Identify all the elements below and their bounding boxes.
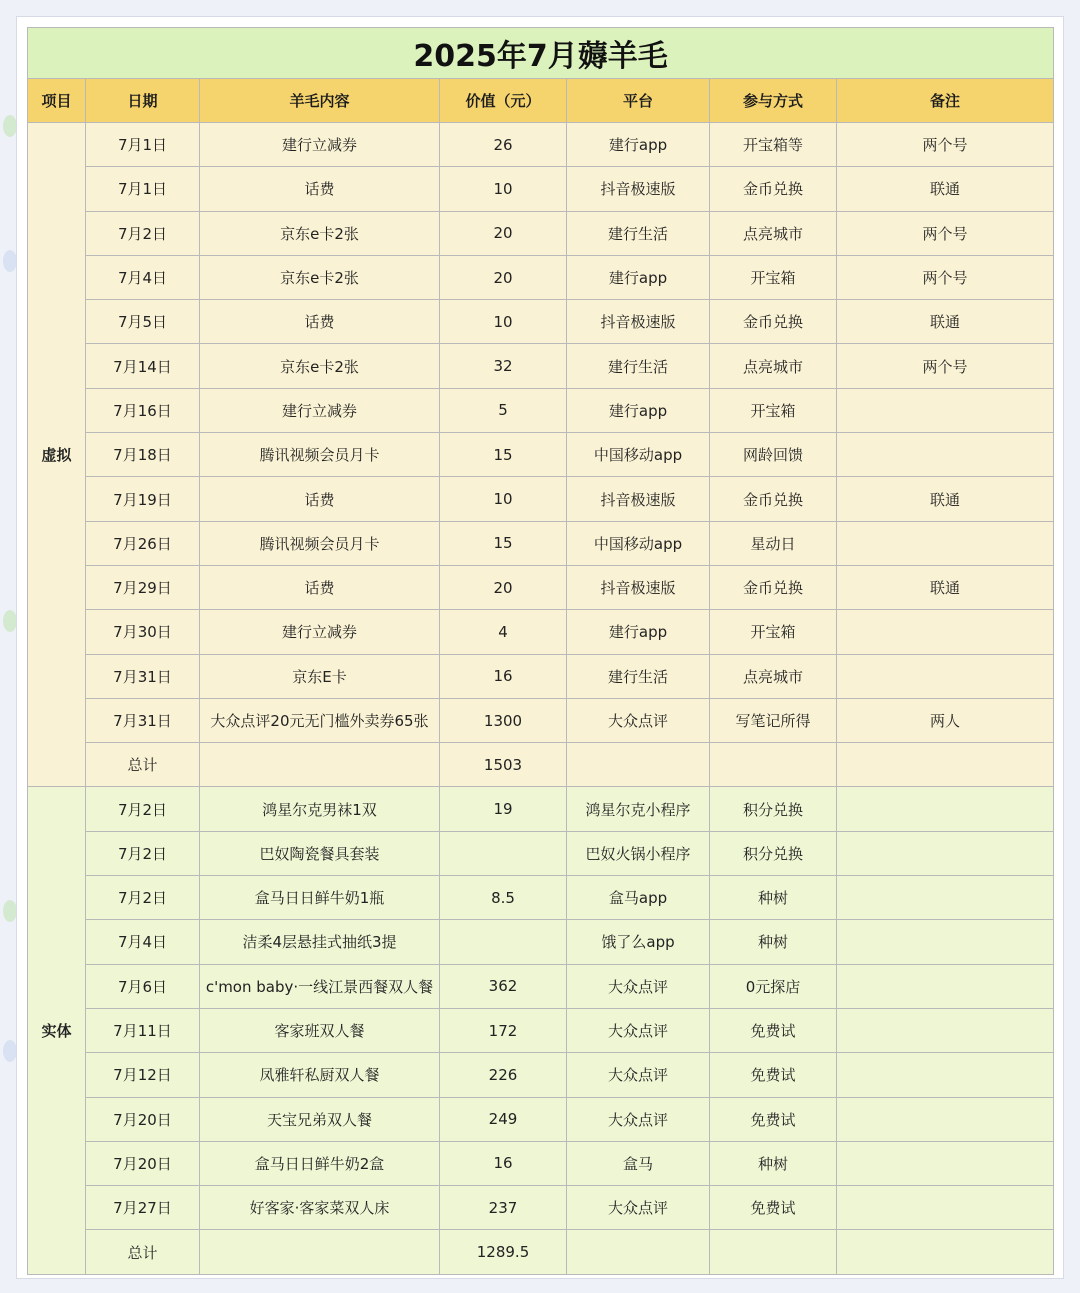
cell-date: 7月2日 <box>86 211 200 255</box>
cell-platform: 建行app <box>567 123 710 167</box>
table-row <box>28 610 1054 654</box>
table-row <box>28 211 1054 255</box>
cell-note <box>837 787 1054 831</box>
cell-platform: 大众点评 <box>567 698 710 742</box>
decoration-leaf <box>3 1040 17 1062</box>
cell-note: 两人 <box>837 698 1054 742</box>
cell-content: c'mon baby·一线江景西餐双人餐 <box>200 964 440 1008</box>
table-row <box>28 743 1054 787</box>
cell-note: 两个号 <box>837 123 1054 167</box>
cell-value: 16 <box>440 654 567 698</box>
cell-date: 7月27日 <box>86 1186 200 1230</box>
cell-value: 249 <box>440 1097 567 1141</box>
cell-method: 金币兑换 <box>710 477 837 521</box>
cell-value: 172 <box>440 1008 567 1052</box>
cell-platform: 盒马 <box>567 1141 710 1185</box>
header-date: 日期 <box>86 79 200 123</box>
cell-note: 联通 <box>837 565 1054 609</box>
cell-method: 网龄回馈 <box>710 433 837 477</box>
cell-method: 写笔记所得 <box>710 698 837 742</box>
cell-platform: 鸿星尔克小程序 <box>567 787 710 831</box>
cell-content: 话费 <box>200 477 440 521</box>
cell-content: 话费 <box>200 167 440 211</box>
cell-note <box>837 388 1054 432</box>
cell-date: 7月11日 <box>86 1008 200 1052</box>
cell-note: 联通 <box>837 167 1054 211</box>
cell-content: 洁柔4层悬挂式抽纸3提 <box>200 920 440 964</box>
cell-method: 免费试 <box>710 1008 837 1052</box>
table-row <box>28 344 1054 388</box>
cell-date: 7月18日 <box>86 433 200 477</box>
decoration-leaf <box>3 610 17 632</box>
cell-value: 32 <box>440 344 567 388</box>
cell-value: 1289.5 <box>440 1230 567 1274</box>
category-cell: 实体 <box>28 787 86 1274</box>
cell-value: 10 <box>440 477 567 521</box>
cell-platform <box>567 743 710 787</box>
cell-date: 7月14日 <box>86 344 200 388</box>
table-row <box>28 521 1054 565</box>
cell-note: 联通 <box>837 300 1054 344</box>
header-platform: 平台 <box>567 79 710 123</box>
cell-note <box>837 433 1054 477</box>
cell-platform: 建行app <box>567 610 710 654</box>
cell-note <box>837 610 1054 654</box>
cell-method: 开宝箱 <box>710 610 837 654</box>
cell-method: 点亮城市 <box>710 654 837 698</box>
cell-content: 腾讯视频会员月卡 <box>200 521 440 565</box>
cell-platform: 大众点评 <box>567 1186 710 1230</box>
cell-date: 7月4日 <box>86 255 200 299</box>
cell-method: 种树 <box>710 876 837 920</box>
cell-note: 联通 <box>837 477 1054 521</box>
cell-method <box>710 1230 837 1274</box>
cell-content: 鸿星尔克男袜1双 <box>200 787 440 831</box>
cell-method: 金币兑换 <box>710 167 837 211</box>
cell-content: 话费 <box>200 565 440 609</box>
table-row <box>28 1008 1054 1052</box>
cell-platform: 建行app <box>567 255 710 299</box>
cell-value <box>440 831 567 875</box>
cell-method: 星动日 <box>710 521 837 565</box>
cell-platform: 饿了么app <box>567 920 710 964</box>
cell-platform <box>567 1230 710 1274</box>
header-note: 备注 <box>837 79 1054 123</box>
cell-platform: 建行生活 <box>567 344 710 388</box>
cell-method: 0元探店 <box>710 964 837 1008</box>
cell-note <box>837 521 1054 565</box>
table-row <box>28 876 1054 920</box>
table-row <box>28 1053 1054 1097</box>
cell-content: 客家班双人餐 <box>200 1008 440 1052</box>
cell-content: 大众点评20元无门槛外卖券65张 <box>200 698 440 742</box>
table-row <box>28 300 1054 344</box>
cell-note <box>837 1186 1054 1230</box>
cell-value: 4 <box>440 610 567 654</box>
table-row <box>28 167 1054 211</box>
cell-content: 京东E卡 <box>200 654 440 698</box>
decoration-leaf <box>3 115 17 137</box>
cell-date: 7月31日 <box>86 654 200 698</box>
table-row <box>28 1141 1054 1185</box>
cell-method: 积分兑换 <box>710 787 837 831</box>
cell-note <box>837 920 1054 964</box>
cell-date: 7月2日 <box>86 787 200 831</box>
cell-date: 7月19日 <box>86 477 200 521</box>
category-cell: 虚拟 <box>28 123 86 787</box>
cell-date: 7月12日 <box>86 1053 200 1097</box>
cell-note <box>837 964 1054 1008</box>
cell-note <box>837 1053 1054 1097</box>
cell-content: 建行立减券 <box>200 388 440 432</box>
cell-date: 7月31日 <box>86 698 200 742</box>
cell-content: 京东e卡2张 <box>200 344 440 388</box>
cell-note: 两个号 <box>837 255 1054 299</box>
cell-method: 点亮城市 <box>710 344 837 388</box>
table-row <box>28 433 1054 477</box>
cell-value: 362 <box>440 964 567 1008</box>
decoration-leaf <box>3 250 17 272</box>
cell-note <box>837 1097 1054 1141</box>
cell-content: 天宝兄弟双人餐 <box>200 1097 440 1141</box>
cell-date: 总计 <box>86 1230 200 1274</box>
cell-platform: 大众点评 <box>567 1053 710 1097</box>
table-title: 2025年7月薅羊毛 <box>28 28 1054 79</box>
cell-content: 京东e卡2张 <box>200 211 440 255</box>
cell-method: 种树 <box>710 1141 837 1185</box>
cell-note: 两个号 <box>837 211 1054 255</box>
cell-value: 1300 <box>440 698 567 742</box>
cell-date: 7月20日 <box>86 1097 200 1141</box>
decoration-leaf <box>3 900 17 922</box>
cell-date: 7月1日 <box>86 123 200 167</box>
table-row <box>28 831 1054 875</box>
cell-content: 巴奴陶瓷餐具套装 <box>200 831 440 875</box>
header-content: 羊毛内容 <box>200 79 440 123</box>
cell-content <box>200 743 440 787</box>
cell-content: 凤雅轩私厨双人餐 <box>200 1053 440 1097</box>
cell-platform: 大众点评 <box>567 1097 710 1141</box>
cell-method: 免费试 <box>710 1053 837 1097</box>
cell-date: 7月2日 <box>86 876 200 920</box>
table-row <box>28 920 1054 964</box>
cell-value: 8.5 <box>440 876 567 920</box>
cell-content: 盒马日日鲜牛奶1瓶 <box>200 876 440 920</box>
cell-method: 积分兑换 <box>710 831 837 875</box>
cell-note <box>837 1230 1054 1274</box>
cell-method: 免费试 <box>710 1186 837 1230</box>
cell-content: 建行立减券 <box>200 610 440 654</box>
cell-date: 7月16日 <box>86 388 200 432</box>
cell-method: 开宝箱 <box>710 388 837 432</box>
cell-value: 20 <box>440 211 567 255</box>
cell-method: 金币兑换 <box>710 300 837 344</box>
table-row <box>28 123 1054 167</box>
cell-method: 点亮城市 <box>710 211 837 255</box>
cell-method: 开宝箱 <box>710 255 837 299</box>
table-row <box>28 654 1054 698</box>
cell-method: 金币兑换 <box>710 565 837 609</box>
cell-value <box>440 920 567 964</box>
cell-note <box>837 1008 1054 1052</box>
cell-platform: 抖音极速版 <box>567 477 710 521</box>
cell-date: 7月26日 <box>86 521 200 565</box>
cell-date: 7月6日 <box>86 964 200 1008</box>
cell-content: 建行立减券 <box>200 123 440 167</box>
cell-value: 20 <box>440 565 567 609</box>
cell-content: 话费 <box>200 300 440 344</box>
cell-date: 7月5日 <box>86 300 200 344</box>
cell-platform: 中国移动app <box>567 521 710 565</box>
cell-date: 7月1日 <box>86 167 200 211</box>
cell-date: 7月4日 <box>86 920 200 964</box>
cell-date: 7月29日 <box>86 565 200 609</box>
cell-platform: 巴奴火锅小程序 <box>567 831 710 875</box>
table-row <box>28 1097 1054 1141</box>
cell-note <box>837 743 1054 787</box>
cell-note <box>837 876 1054 920</box>
table-row <box>28 255 1054 299</box>
cell-platform: 建行生活 <box>567 654 710 698</box>
cell-content: 好客家·客家菜双人床 <box>200 1186 440 1230</box>
cell-date: 7月30日 <box>86 610 200 654</box>
cell-content: 盒马日日鲜牛奶2盒 <box>200 1141 440 1185</box>
table-row <box>28 698 1054 742</box>
cell-value: 15 <box>440 433 567 477</box>
cell-platform: 抖音极速版 <box>567 300 710 344</box>
table-row <box>28 477 1054 521</box>
cell-date: 7月2日 <box>86 831 200 875</box>
cell-content: 京东e卡2张 <box>200 255 440 299</box>
cell-platform: 建行生活 <box>567 211 710 255</box>
cell-note <box>837 654 1054 698</box>
cell-method: 免费试 <box>710 1097 837 1141</box>
table-row <box>28 388 1054 432</box>
header-value: 价值（元） <box>440 79 567 123</box>
table-row <box>28 565 1054 609</box>
cell-value: 16 <box>440 1141 567 1185</box>
table-row <box>28 787 1054 831</box>
cell-platform: 大众点评 <box>567 964 710 1008</box>
cell-value: 26 <box>440 123 567 167</box>
cell-date: 7月20日 <box>86 1141 200 1185</box>
header-category: 项目 <box>28 79 86 123</box>
cell-platform: 抖音极速版 <box>567 565 710 609</box>
cell-value: 10 <box>440 300 567 344</box>
cell-value: 10 <box>440 167 567 211</box>
cell-platform: 抖音极速版 <box>567 167 710 211</box>
cell-platform: 建行app <box>567 388 710 432</box>
cell-date: 总计 <box>86 743 200 787</box>
cell-value: 5 <box>440 388 567 432</box>
wool-table <box>27 27 1054 1275</box>
cell-note <box>837 1141 1054 1185</box>
header-method: 参与方式 <box>710 79 837 123</box>
cell-platform: 盒马app <box>567 876 710 920</box>
table-row <box>28 1186 1054 1230</box>
cell-value: 1503 <box>440 743 567 787</box>
cell-method: 种树 <box>710 920 837 964</box>
cell-platform: 中国移动app <box>567 433 710 477</box>
cell-method: 开宝箱等 <box>710 123 837 167</box>
table-row <box>28 1230 1054 1274</box>
cell-platform: 大众点评 <box>567 1008 710 1052</box>
cell-value: 19 <box>440 787 567 831</box>
cell-method <box>710 743 837 787</box>
cell-content <box>200 1230 440 1274</box>
cell-value: 15 <box>440 521 567 565</box>
cell-value: 226 <box>440 1053 567 1097</box>
cell-note <box>837 831 1054 875</box>
cell-note: 两个号 <box>837 344 1054 388</box>
cell-value: 20 <box>440 255 567 299</box>
table-row <box>28 964 1054 1008</box>
cell-value: 237 <box>440 1186 567 1230</box>
cell-content: 腾讯视频会员月卡 <box>200 433 440 477</box>
